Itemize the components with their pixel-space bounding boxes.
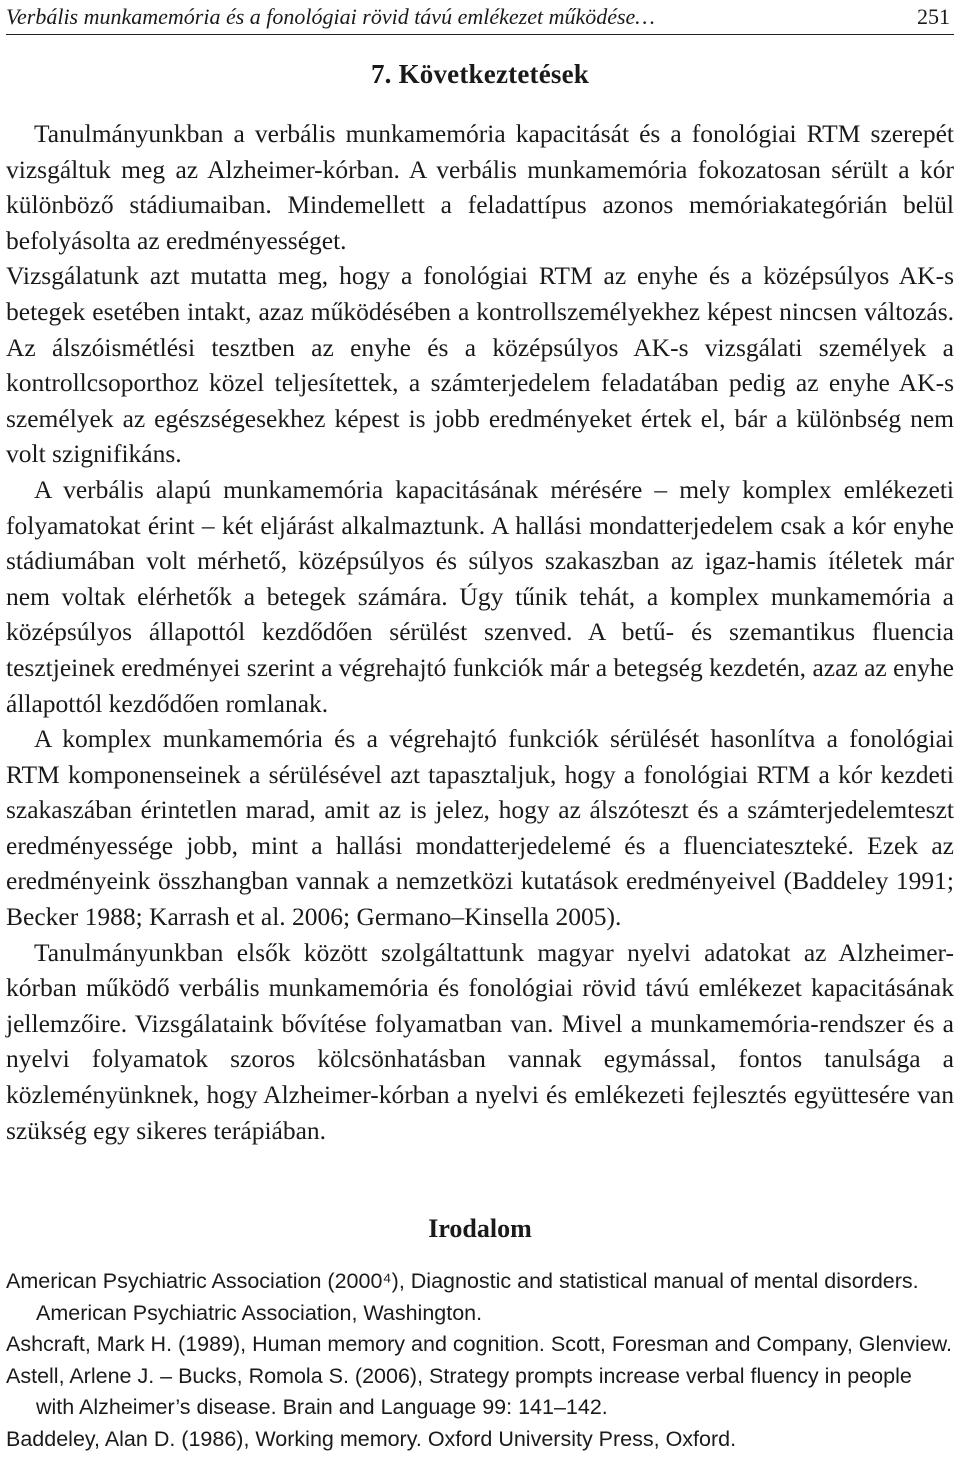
reference-list (6, 1266, 954, 1455)
page (6, 0, 954, 1455)
running-head (6, 0, 954, 35)
section-heading: 7. Következtetések (370, 59, 590, 89)
reference-item: Baddeley, Alan D. (1986), Working memory. Oxford University Press, Oxford. (6, 1426, 737, 1451)
section-body (6, 116, 954, 1148)
page-number: 251 (917, 4, 950, 29)
reference-item: Ashcraft, Mark H. (1989), Human memory and cognition. Scott, Foresman and Company, Glenview. (6, 1332, 952, 1357)
reference-item: Astell, Arlene J. – Bucks, Romola S. (2006), Strategy prompts increase verbal fluency in people with Alzheimer’s disease. Brain and Language 99: 141–142. (6, 1363, 912, 1420)
paragraph: A verbális alapú munkamemória kapacitásának mérésére – mely komplex emlékezeti folyamatokat érint – két eljárást alkalmaztunk. A hallási mondatterjedelem csak a kór enyhe stádiumában volt mérhető, középsúlyos és súlyos szakaszban az igaz-hamis ítéletek már nem voltak elérhetők a betegek számára. Úgy tűnik tehát, a komplex munkamemória a középsúlyos állapottól kezdődően sérülést szenved. A betű- és szemantikus fluencia tesztjeinek eredményei szerint a végrehajtó funkciók már a betegség kezdetén, azaz az enyhe állapottól kezdődően romlanak. (6, 474, 954, 718)
paragraph: Tanulmányunkban elsők között szolgáltattunk magyar nyelvi adatokat az Alzheimer-kórban működő verbális munkamemória és fonológiai rövid távú emlékezet kapacitásának jellemzőire. Vizsgálataink bővítése folyamatban van. Mivel a munkamemória-rendszer és a nyelvi folyamatok szoros kölcsönhatásban vannak egymással, fontos tanulsága a közleményünknek, hogy Alzheimer-kórban a nyelvi és emlékezeti fejlesztés együttesére van szükség egy sikeres terápiában. (6, 937, 954, 1145)
paragraph: Tanulmányunkban a verbális munkamemória kapacitását és a fonológiai RTM szerepét vizsgáltuk meg az Alzheimer-kórban. A verbális munkamemória fokozatosan sérült a kór különböző stádiumaiban. Mindemellett a feladattípus azonos memóriakategórián belül befolyásolta az eredményességet. (6, 119, 954, 255)
paragraph: A komplex munkamemória és a végrehajtó funkciók sérülését hasonlítva a fonológiai RTM komponenseinek a sérülésével azt tapasztaljuk, hogy a fonológiai RTM a kór kezdeti szakaszában érintetlen marad, amit az is jelez, hogy az álszóteszt és a számterjedelemteszt eredményessége jobb, mint a hallási mondatterjedelemé és a fluenciateszteké. Ezek az eredményeink összhangban vannak a nemzetközi kutatások eredményeivel (Baddeley 1991; Becker 1988; Karrash et al. 2006; Germano–Kinsella 2005). (6, 724, 954, 932)
running-head-title: Verbális munkamemória és a fonológiai rövid távú emlékezet működése… (6, 4, 655, 29)
paragraph: Vizsgálatunk azt mutatta meg, hogy a fonológiai RTM az enyhe és a középsúlyos AK-s betegek esetében intakt, azaz működésében a kontrollszemélyekhez képest nincsen változás. Az álszóismétlési tesztben az enyhe és a középsúlyos AK-s vizsgálati személyek a kontrollcsoporthoz közel teljesítettek, a számterjedelem feladatában pedig az enyhe AK-s személyek az egészségesekhez képest is jobb eredményeket értek el, bár a különbség nem volt szignifikáns. (6, 261, 954, 469)
reference-item: American Psychiatric Association (2000⁴), Diagnostic and statistical manual of mental disorders. American Psychiatric Association, Washington. (6, 1269, 919, 1325)
references-heading: Irodalom (428, 1214, 532, 1244)
